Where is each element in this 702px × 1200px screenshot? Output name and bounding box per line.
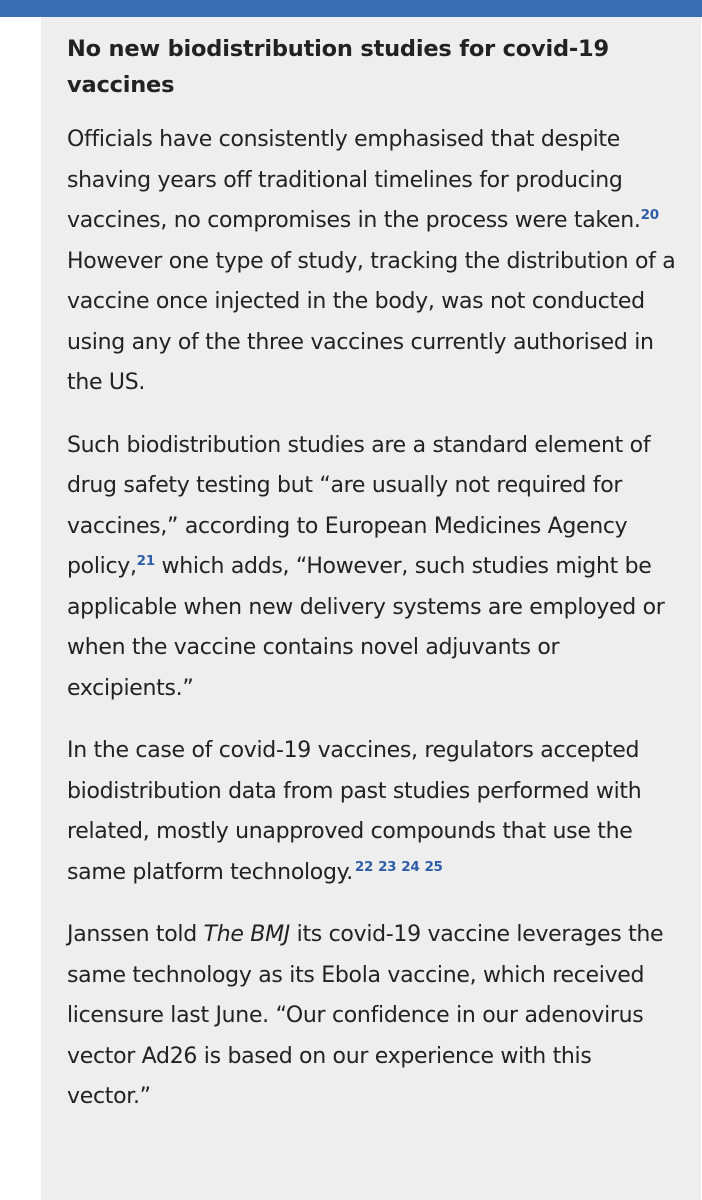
paragraph-1-text-b: However one type of study, tracking the distribution of a vaccine once injected in the body, was not conducted using any of the three vaccines currently authorised in the US. (67, 248, 676, 395)
section-heading: No new biodistribution studies for covid-19 vaccines (67, 36, 609, 98)
paragraph-4-text-a: Janssen told (67, 922, 204, 947)
reference-link-25[interactable]: 25 (424, 858, 443, 875)
reference-links (353, 859, 443, 875)
paragraph-1 (67, 120, 681, 404)
paragraph-2-text-b: which adds, “However, such studies might be applicable when new delivery systems are employed or when the vaccine contains novel adjuvants or excipients.” (67, 554, 665, 701)
paragraph-4 (67, 915, 681, 1118)
article-box (41, 17, 701, 1200)
reference-link-22[interactable]: 22 (354, 858, 374, 875)
paragraph-2 (67, 426, 681, 710)
reference-link-23[interactable]: 23 (378, 858, 397, 875)
top-accent-bar (0, 0, 702, 17)
reference-link-20[interactable]: 20 (640, 207, 659, 223)
journal-name: The BMJ (203, 922, 290, 947)
paragraph-1-text-a: Officials have consistently emphasised that despite shaving years off traditional timelines for producing vaccines, no compromises in the process were taken. (67, 127, 641, 233)
reference-link-21[interactable]: 21 (136, 553, 155, 569)
paragraph-3 (67, 731, 681, 893)
paragraph-3-text-a: In the case of covid-19 vaccines, regulators accepted biodistribution data from past studies performed with related, mostly unapproved compounds that use the same platform technology. (67, 738, 642, 885)
paragraph-2-text-a: Such biodistribution studies are a standard element of drug safety testing but “are usually not required for vaccines,” according to European Medicines Agency policy, (67, 432, 651, 579)
reference-link-24[interactable]: 24 (401, 858, 420, 875)
paragraph-4-text-b: its covid-19 vaccine leverages the same technology as its Ebola vaccine, which received licensure last June. “Our confidence in our adenovirus vector Ad26 is based on our experience with this vector.” (67, 922, 664, 1109)
